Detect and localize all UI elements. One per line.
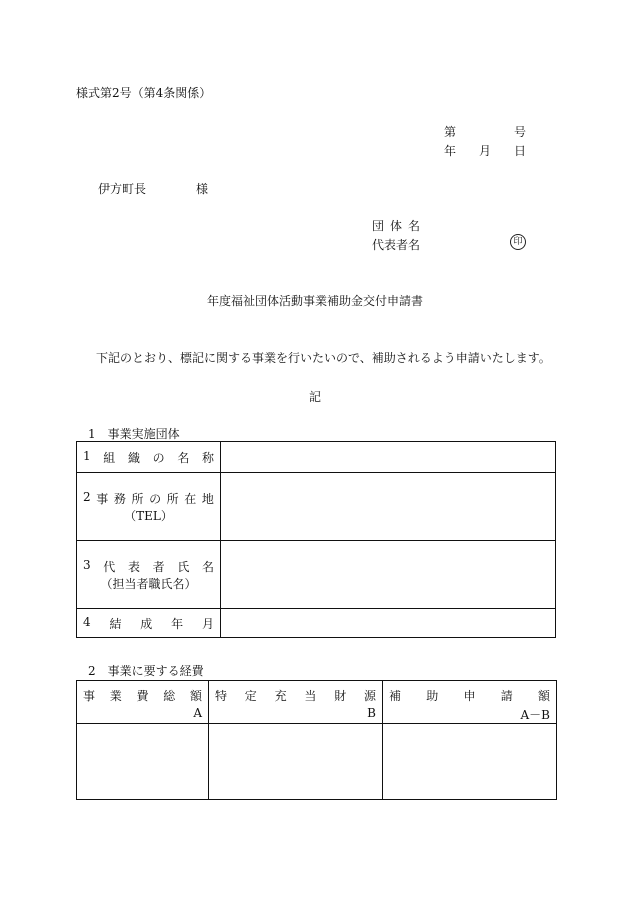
organization-name-label: 団体名 bbox=[372, 219, 427, 233]
seal-mark: 印 bbox=[510, 234, 526, 250]
label-char: 4 bbox=[83, 614, 91, 629]
header-char: 財 bbox=[334, 689, 347, 703]
body-text: 下記のとおり、標記に関する事業を行いたいので、補助されるよう申請いたします。 bbox=[96, 351, 551, 365]
row-label bbox=[77, 442, 221, 473]
header-code: A－B bbox=[520, 708, 550, 722]
row-label bbox=[77, 609, 221, 638]
form-number: 様式第2号（第4条関係） bbox=[76, 86, 212, 100]
addressee-honorific: 様 bbox=[196, 182, 209, 196]
header-char: 業 bbox=[109, 689, 122, 703]
header-code: A bbox=[193, 706, 202, 720]
label-char: 月 bbox=[201, 616, 214, 631]
table-row bbox=[77, 473, 556, 541]
label-char: 1 bbox=[83, 448, 91, 463]
date-line bbox=[444, 142, 526, 159]
date-day: 日 bbox=[513, 144, 526, 158]
section1-number: 1 bbox=[88, 427, 96, 441]
label-char: 2 bbox=[83, 489, 91, 504]
label-char: 成 bbox=[140, 616, 153, 631]
header-char: 請 bbox=[500, 689, 513, 703]
header-char: 定 bbox=[244, 689, 257, 703]
label-char: 所 bbox=[131, 491, 144, 506]
header-char: 当 bbox=[304, 689, 317, 703]
label-char: 結 bbox=[109, 616, 122, 631]
office-address-field[interactable] bbox=[221, 473, 556, 541]
label-char: 在 bbox=[184, 491, 197, 506]
label-char: 事 bbox=[96, 491, 109, 506]
table-row bbox=[77, 724, 557, 800]
header-char: 額 bbox=[537, 689, 550, 703]
organization-table bbox=[76, 441, 556, 638]
row-label bbox=[77, 473, 221, 541]
formation-date-field[interactable] bbox=[221, 609, 556, 638]
header-char: 補 bbox=[389, 689, 402, 703]
label-char: 代 bbox=[103, 559, 116, 574]
column-header-subsidy-request bbox=[383, 681, 557, 724]
label-char: 名 bbox=[177, 450, 190, 465]
section2-heading bbox=[88, 662, 204, 679]
document-title: 年度福祉団体活動事業補助金交付申請書 bbox=[206, 294, 423, 308]
header-char: 事 bbox=[83, 689, 96, 703]
number-prefix: 第 bbox=[444, 125, 457, 139]
label-char: 者 bbox=[152, 559, 165, 574]
addressee-name: 伊方町長 bbox=[98, 182, 147, 196]
section1-title: 事業実施団体 bbox=[107, 427, 180, 441]
label-char: 年 bbox=[171, 616, 184, 631]
row-label-text bbox=[83, 490, 214, 507]
table-row bbox=[77, 442, 556, 473]
header-char: 申 bbox=[463, 689, 476, 703]
row-label bbox=[77, 541, 221, 609]
header-char: 額 bbox=[189, 689, 202, 703]
label-char: 称 bbox=[201, 450, 214, 465]
label-char: 組 bbox=[103, 450, 116, 465]
table-row bbox=[77, 609, 556, 638]
document-number-line bbox=[444, 123, 526, 140]
section2-number: 2 bbox=[88, 664, 96, 678]
label-char: の bbox=[149, 491, 162, 506]
specific-funds-field[interactable] bbox=[209, 724, 383, 800]
label-char: 務 bbox=[113, 491, 126, 506]
table-row bbox=[77, 541, 556, 609]
header-char: 費 bbox=[136, 689, 149, 703]
label-char: 織 bbox=[127, 450, 140, 465]
header-char: 総 bbox=[163, 689, 176, 703]
ki-heading: 記 bbox=[308, 390, 321, 404]
row-label-text bbox=[83, 558, 214, 575]
date-year: 年 bbox=[444, 144, 457, 158]
representative-field[interactable] bbox=[221, 541, 556, 609]
expense-table bbox=[76, 680, 557, 800]
header-code: B bbox=[367, 706, 376, 720]
organization-name-field[interactable] bbox=[221, 442, 556, 473]
header-label bbox=[83, 681, 202, 704]
date-month: 月 bbox=[478, 144, 491, 158]
table-header-row bbox=[77, 681, 557, 724]
header-char: 充 bbox=[274, 689, 287, 703]
total-cost-field[interactable] bbox=[77, 724, 209, 800]
row-label-text bbox=[83, 615, 214, 632]
header-label bbox=[215, 681, 376, 704]
row-sublabel: （TEL） bbox=[124, 508, 173, 523]
section1-heading bbox=[88, 425, 180, 442]
header-char: 助 bbox=[426, 689, 439, 703]
label-char: 表 bbox=[127, 559, 140, 574]
column-header-total-cost bbox=[77, 681, 209, 724]
representative-name-label: 代表者名 bbox=[372, 238, 421, 252]
row-label-text bbox=[83, 449, 214, 466]
label-char: 地 bbox=[201, 491, 214, 506]
label-char: の bbox=[152, 450, 165, 465]
row-sublabel: （担当者職氏名） bbox=[100, 576, 197, 591]
label-char: 名 bbox=[201, 559, 214, 574]
label-char: 3 bbox=[83, 557, 91, 572]
subsidy-request-field[interactable] bbox=[383, 724, 557, 800]
header-char: 特 bbox=[215, 689, 228, 703]
number-suffix: 号 bbox=[513, 125, 526, 139]
section2-title: 事業に要する経費 bbox=[107, 664, 204, 678]
header-label bbox=[389, 681, 550, 704]
label-char: 所 bbox=[166, 491, 179, 506]
addressee bbox=[98, 180, 208, 197]
header-char: 源 bbox=[363, 689, 376, 703]
column-header-specific-funds bbox=[209, 681, 383, 724]
label-char: 氏 bbox=[177, 559, 190, 574]
